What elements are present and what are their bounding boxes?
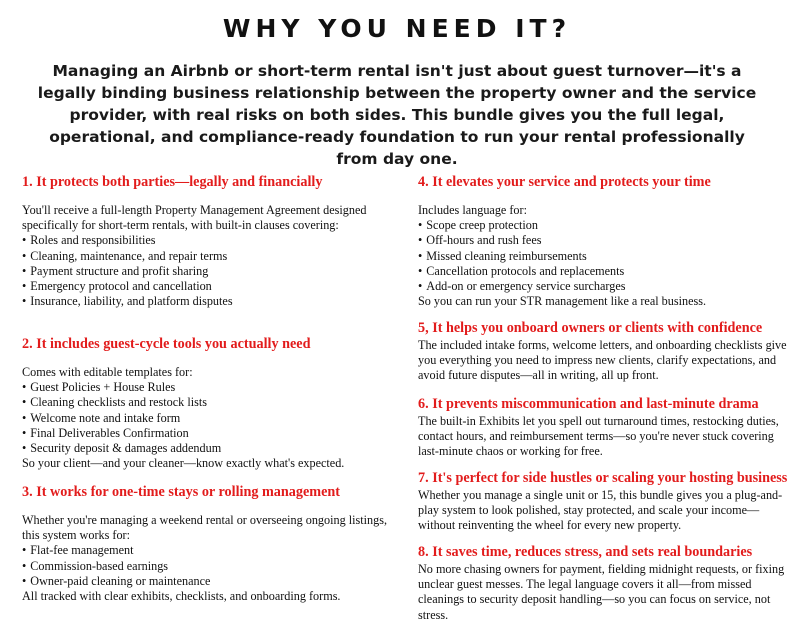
list-item: • Security deposit & damages addendum bbox=[22, 441, 394, 456]
bullet-list bbox=[418, 218, 790, 294]
section-6 bbox=[418, 396, 790, 460]
section-lead: The included intake forms, welcome letters, and onboarding checklists give you everything you need to impress new clients, clarify expectations, and avoid future disputes—all in writing, all up front. bbox=[418, 338, 787, 383]
section-2 bbox=[22, 336, 394, 471]
section-lead: Comes with editable templates for: bbox=[22, 365, 193, 379]
bullet-list bbox=[22, 233, 394, 309]
section-heading: 6. It prevents miscommunication and last-minute drama bbox=[418, 396, 759, 412]
list-item: • Missed cleaning reimbursements bbox=[418, 249, 790, 264]
list-item: • Welcome note and intake form bbox=[22, 411, 394, 426]
list-item: • Emergency protocol and cancellation bbox=[22, 279, 394, 294]
section-4 bbox=[418, 174, 790, 309]
list-item: • Payment structure and profit sharing bbox=[22, 264, 394, 279]
section-tail: So your client—and your cleaner—know exactly what's expected. bbox=[22, 456, 345, 471]
list-item: • Insurance, liability, and platform disputes bbox=[22, 294, 394, 309]
section-heading: 7. It's perfect for side hustles or scaling your hosting business bbox=[418, 470, 788, 486]
list-item: • Flat-fee management bbox=[22, 543, 394, 558]
list-item: • Cancellation protocols and replacements bbox=[418, 264, 790, 279]
section-lead: No more chasing owners for payment, fielding midnight requests, or fixing unclear guest messes. The legal language covers it all—from missed cleanings to security deposit handling—so you can focus on service, not stress. bbox=[418, 562, 785, 622]
list-item: • Commission-based earnings bbox=[22, 559, 394, 574]
section-heading: 4. It elevates your service and protects your time bbox=[418, 174, 711, 190]
section-lead: You'll receive a full-length Property Management Agreement designed specifically for short-term rentals, with built-in clauses covering: bbox=[22, 203, 367, 233]
section-lead: Whether you're managing a weekend rental or overseeing ongoing listings, this system works for: bbox=[22, 513, 388, 543]
bullet-list bbox=[22, 543, 394, 589]
list-item: • Roles and responsibilities bbox=[22, 233, 394, 248]
section-heading: 8. It saves time, reduces stress, and sets real boundaries bbox=[418, 544, 753, 560]
section-lead: Includes language for: bbox=[418, 203, 527, 217]
list-item: • Cleaning, maintenance, and repair terms bbox=[22, 249, 394, 264]
list-item: • Guest Policies + House Rules bbox=[22, 380, 394, 395]
section-heading: 1. It protects both parties—legally and financially bbox=[22, 174, 323, 190]
section-8 bbox=[418, 544, 790, 623]
list-item: • Cleaning checklists and restock lists bbox=[22, 395, 394, 410]
list-item: • Add-on or emergency service surcharges bbox=[418, 279, 790, 294]
section-lead: The built-in Exhibits let you spell out turnaround times, restocking duties, contact hours, and reimbursement terms—so you're never stuck covering last-minute chaos or working for free. bbox=[418, 414, 779, 459]
intro-paragraph: Managing an Airbnb or short-term rental isn't just about guest turnover—it's a legally binding business relationship between the property owner and the service provider, with real risks on both sides. This bundle gives you the full legal, operational, and compliance-ready foundation to run your rental professionally from day one. bbox=[37, 62, 757, 168]
section-5 bbox=[418, 320, 790, 384]
list-item: • Owner-paid cleaning or maintenance bbox=[22, 574, 394, 589]
section-1 bbox=[22, 174, 394, 309]
section-lead: Whether you manage a single unit or 15, this bundle gives you a plug-and-play system to look polished, stay protected, and scale your income—without reinventing the wheel for every new property. bbox=[418, 488, 783, 533]
section-heading: 2. It includes guest-cycle tools you actually need bbox=[22, 336, 311, 352]
list-item: • Off-hours and rush fees bbox=[418, 233, 790, 248]
section-heading: 5, It helps you onboard owners or clients with confidence bbox=[418, 320, 763, 336]
section-7 bbox=[418, 470, 790, 534]
bullet-list bbox=[22, 380, 394, 456]
section-heading: 3. It works for one-time stays or rolling management bbox=[22, 484, 341, 500]
page-title: WHY YOU NEED IT? bbox=[222, 14, 572, 43]
section-3 bbox=[22, 484, 394, 604]
list-item: • Scope creep protection bbox=[418, 218, 790, 233]
section-tail: So you can run your STR management like a real business. bbox=[418, 294, 707, 309]
section-tail: All tracked with clear exhibits, checklists, and onboarding forms. bbox=[22, 589, 341, 604]
list-item: • Final Deliverables Confirmation bbox=[22, 426, 394, 441]
